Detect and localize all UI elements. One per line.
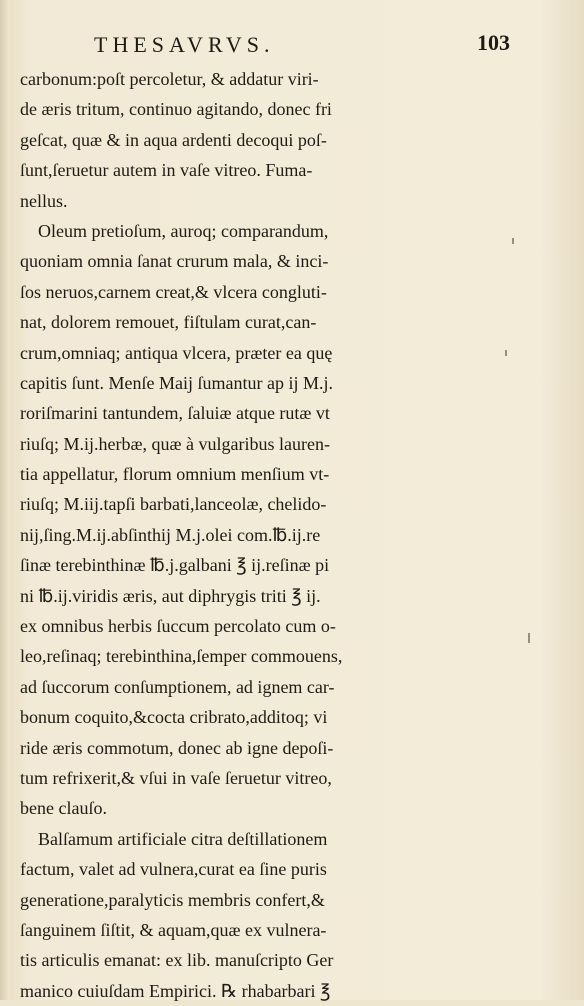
text-line: factum, valet ad vulnera,curat ea ſine puris	[20, 859, 327, 880]
text-line: crum,omniaq; antiqua vlcera, præter ea quę	[20, 342, 333, 363]
text-line: ex omnibus herbis ſuccum percolato cum o-	[20, 616, 336, 637]
text-line: ſanguinem ſiſtit, & aquam,quæ ex vulnera-	[20, 919, 327, 940]
text-line: Balſamum artificiale citra deſtillationem	[38, 828, 328, 849]
text-line: riuſq; M.ij.herbæ, quæ à vulgaribus lauren-	[20, 433, 330, 454]
text-line: ſunt,ſeruetur autem in vaſe vitreo. Fuma-	[20, 160, 313, 181]
text-line: ſinæ terebinthinæ ℔.j.galbani ℥ ij.reſinæ pi	[20, 555, 330, 576]
paper-speck	[505, 350, 507, 356]
text-line: tia appellatur, florum omnium menſium vt-	[20, 464, 330, 485]
text-line: nat, dolorem remouet, fiſtulam curat,can-	[20, 312, 317, 333]
page-gutter	[0, 0, 10, 1000]
paper-speck	[512, 238, 514, 244]
text-line: ni ℔.ij.viridis æris, aut diphrygis triti ℥ ij.	[20, 585, 321, 606]
running-title: THESAVRVS.	[94, 32, 275, 57]
page-number: 103	[477, 30, 510, 55]
text-line: geſcat, quæ & in aqua ardenti decoqui poſ-	[20, 129, 327, 150]
text-line: de æris tritum, continuo agitando, donec fri	[20, 99, 332, 120]
text-line: manico cuiuſdam Empirici. ℞ rhabarbari ℥	[20, 980, 331, 1001]
paper-speck	[528, 633, 530, 643]
text-line: ad ſuccorum conſumptionem, ad ignem car-	[20, 676, 335, 697]
text-line: leo,reſinaq; terebinthina,ſemper commouens,	[20, 646, 343, 667]
text-line: carbonum:poſt percoletur, & addatur viri-	[20, 69, 319, 89]
page-header	[70, 30, 530, 62]
text-line: nij,ſing.M.ij.abſinthij M.j.olei com.℔.ij.re	[20, 524, 321, 545]
text-line: bonum coquito,&cocta cribrato,additoq; vi	[20, 707, 328, 728]
text-line: nellus.	[20, 190, 68, 211]
text-line: Oleum pretioſum, auroq; comparandum,	[38, 220, 329, 241]
text-line: tis articulis emanat: ex lib. manuſcripto Ger	[20, 950, 334, 971]
text-line: quoniam omnia ſanat crurum mala, & inci-	[20, 251, 329, 272]
text-line: ride æris commotum, donec ab igne depoſi-	[20, 737, 334, 758]
text-line: bene clauſo.	[20, 798, 107, 819]
text-line: tum refrixerit,& vſui in vaſe ſeruetur vitreo,	[20, 767, 332, 788]
text-line: generatione,paralyticis membris confert,&	[20, 889, 325, 910]
text-line: capitis ſunt. Menſe Maij ſumantur ap ij M.j.	[20, 372, 333, 393]
body-text	[20, 64, 540, 1006]
text-line: roriſmarini tantundem, ſaluiæ atque rutæ vt	[20, 403, 330, 424]
text-line: ſos neruos,carnem creat,& vlcera congluti-	[20, 281, 327, 302]
text-line: riuſq; M.iij.tapſi barbati,lanceolæ, chelido-	[20, 494, 327, 515]
